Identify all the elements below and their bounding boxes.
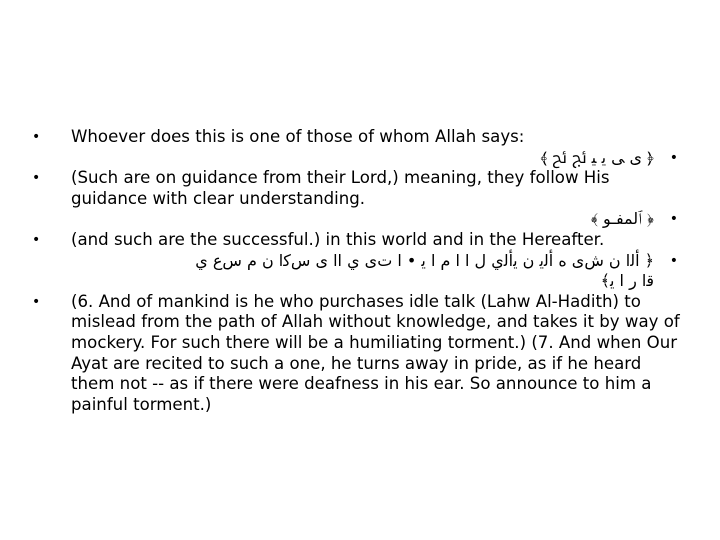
bullet-dot: •: [32, 231, 41, 248]
arabic-verse-text: ﴿ ﺃﻟﺍ ﻥ ﺵﻯ ﻩ ﺃﻟﻳ ﻥ ﻳﺃﻟﻱ ﻝ ﺍ ﺍ ﻡ ﺍ ﻳ • ﺍ ﺕﻯ ﻱ ﺍﺍ ﻯ ﺱﻛﺍ ﻥ ﻡ ﺱﻉ ﻱ: [195, 250, 654, 270]
arabic-verse-text: ﴿ ﯼ ﯽ ﯾ ﯿ ﰀ ﰁ ﴾: [540, 147, 654, 167]
arabic-verse-text: ﴿ ﭐﻟﻤﻔـﻮ ﴾: [590, 209, 654, 229]
bullet-dot: •: [32, 129, 41, 145]
bullet-item: [22, 168, 688, 209]
bullet-item: [22, 292, 688, 416]
bullet-item-arabic: [22, 148, 688, 169]
bullet-item: [22, 230, 688, 251]
bullet-dot: •: [669, 149, 678, 166]
bullet-dot: •: [669, 211, 678, 228]
bullet-dot: •: [32, 170, 41, 187]
bullet-list: [22, 127, 688, 415]
bullet-dot: •: [32, 293, 41, 310]
bullet-item-arabic: [22, 251, 688, 292]
bullet-item: [22, 127, 688, 148]
arabic-verse-text: ﻗﺍ ﺭ ﺍ ﻳ﴾: [600, 271, 654, 291]
bullet-dot: •: [669, 252, 678, 269]
bullet-text: (Such are on guidance from their Lord,) meaning, they follow His guidance with clear understanding.: [71, 168, 610, 208]
bullet-text: (and such are the successful.) in this world and in the Hereafter.: [71, 229, 605, 249]
bullet-item-arabic: [22, 209, 688, 230]
bullet-text: Whoever does this is one of those of whom Allah says:: [71, 127, 525, 146]
bullet-text: (6. And of mankind is he who purchases idle talk (Lahw Al-Hadith) to mislead from the path of Allah without knowledge, and takes it by way of mockery. For such there will be a humiliating torment.) (7. And when Our Ayat are recited to such a one, he turns away in pride, as if he heard them not -- as if there were deafness in his ear. So announce to him a painful torment.): [71, 291, 680, 414]
